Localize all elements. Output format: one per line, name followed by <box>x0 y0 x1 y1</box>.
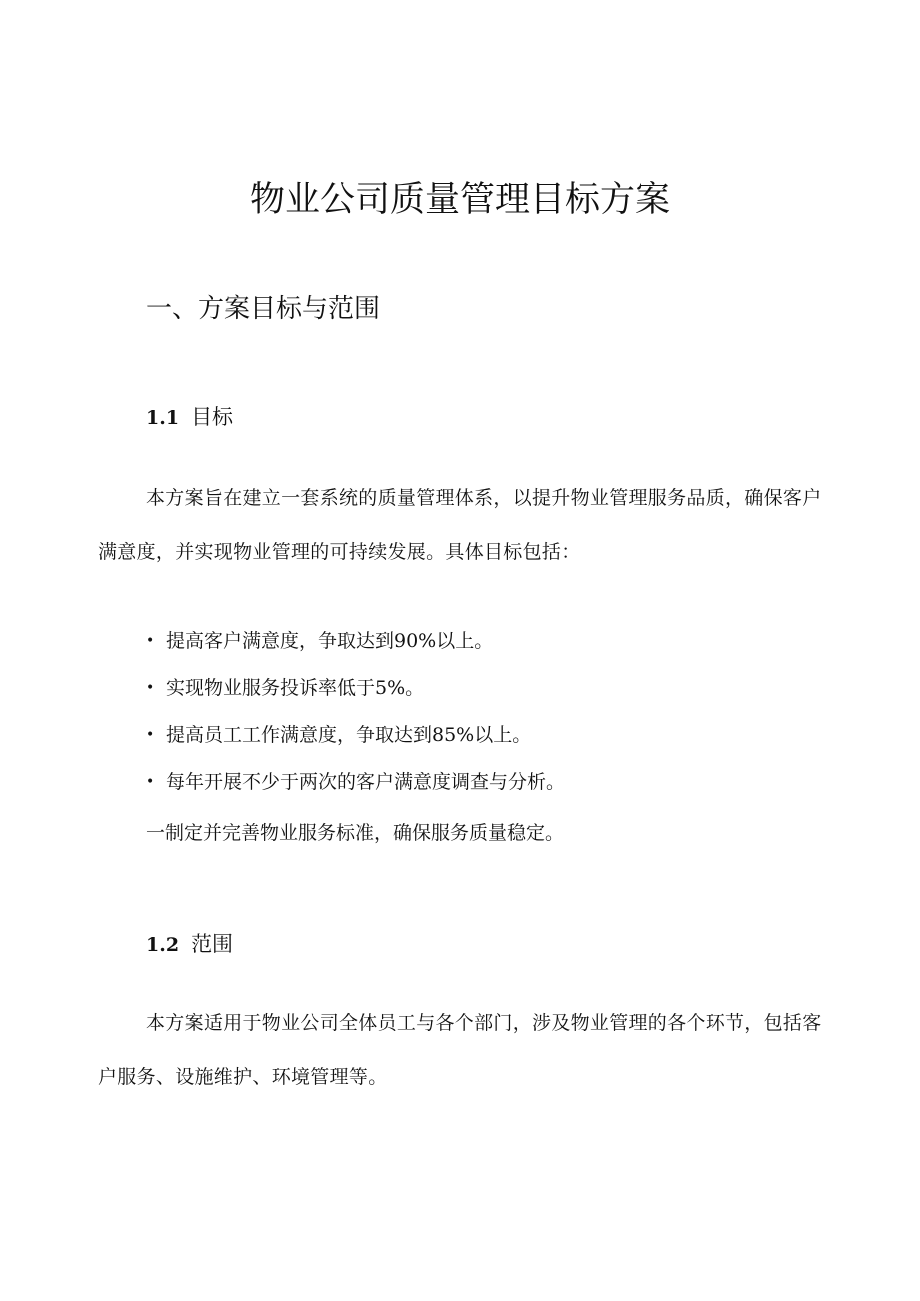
subsection-title: 目标 <box>191 405 234 429</box>
bullet-icon: • <box>146 727 155 743</box>
subsection-number: 1.1 <box>146 407 180 429</box>
subsection-number: 1.2 <box>146 934 180 956</box>
list-item: • 提高员工工作满意度，争取达到85%以上。 <box>146 712 565 759</box>
subsection-title: 范围 <box>191 932 234 956</box>
goal-bullet-list <box>146 618 565 806</box>
subsection-heading-1-1 <box>146 402 233 433</box>
bullet-icon: • <box>146 680 155 696</box>
standards-line: 一制定并完善物业服务标准，确保服务质量稳定。 <box>146 822 565 844</box>
document-title: 物业公司质量管理目标方案 <box>249 180 670 220</box>
bullet-icon: • <box>146 633 155 649</box>
list-item: • 提高客户满意度，争取达到90%以上。 <box>146 618 565 665</box>
scope-paragraph: 本方案适用于物业公司全体员工与各个部门，涉及物业管理的各个环节，包括客户服务、设施维护、环境管理等。 <box>98 1012 822 1088</box>
list-item: • 每年开展不少于两次的客户满意度调查与分析。 <box>146 759 565 806</box>
list-item: • 实现物业服务投诉率低于5%。 <box>146 665 565 712</box>
section-heading-1: 一、方案目标与范围 <box>146 294 381 324</box>
bullet-icon: • <box>146 774 155 790</box>
subsection-heading-1-2 <box>146 929 233 960</box>
goal-paragraph: 本方案旨在建立一套系统的质量管理体系，以提升物业管理服务品质，确保客户满意度，并实现物业管理的可持续发展。具体目标包括： <box>98 487 822 563</box>
